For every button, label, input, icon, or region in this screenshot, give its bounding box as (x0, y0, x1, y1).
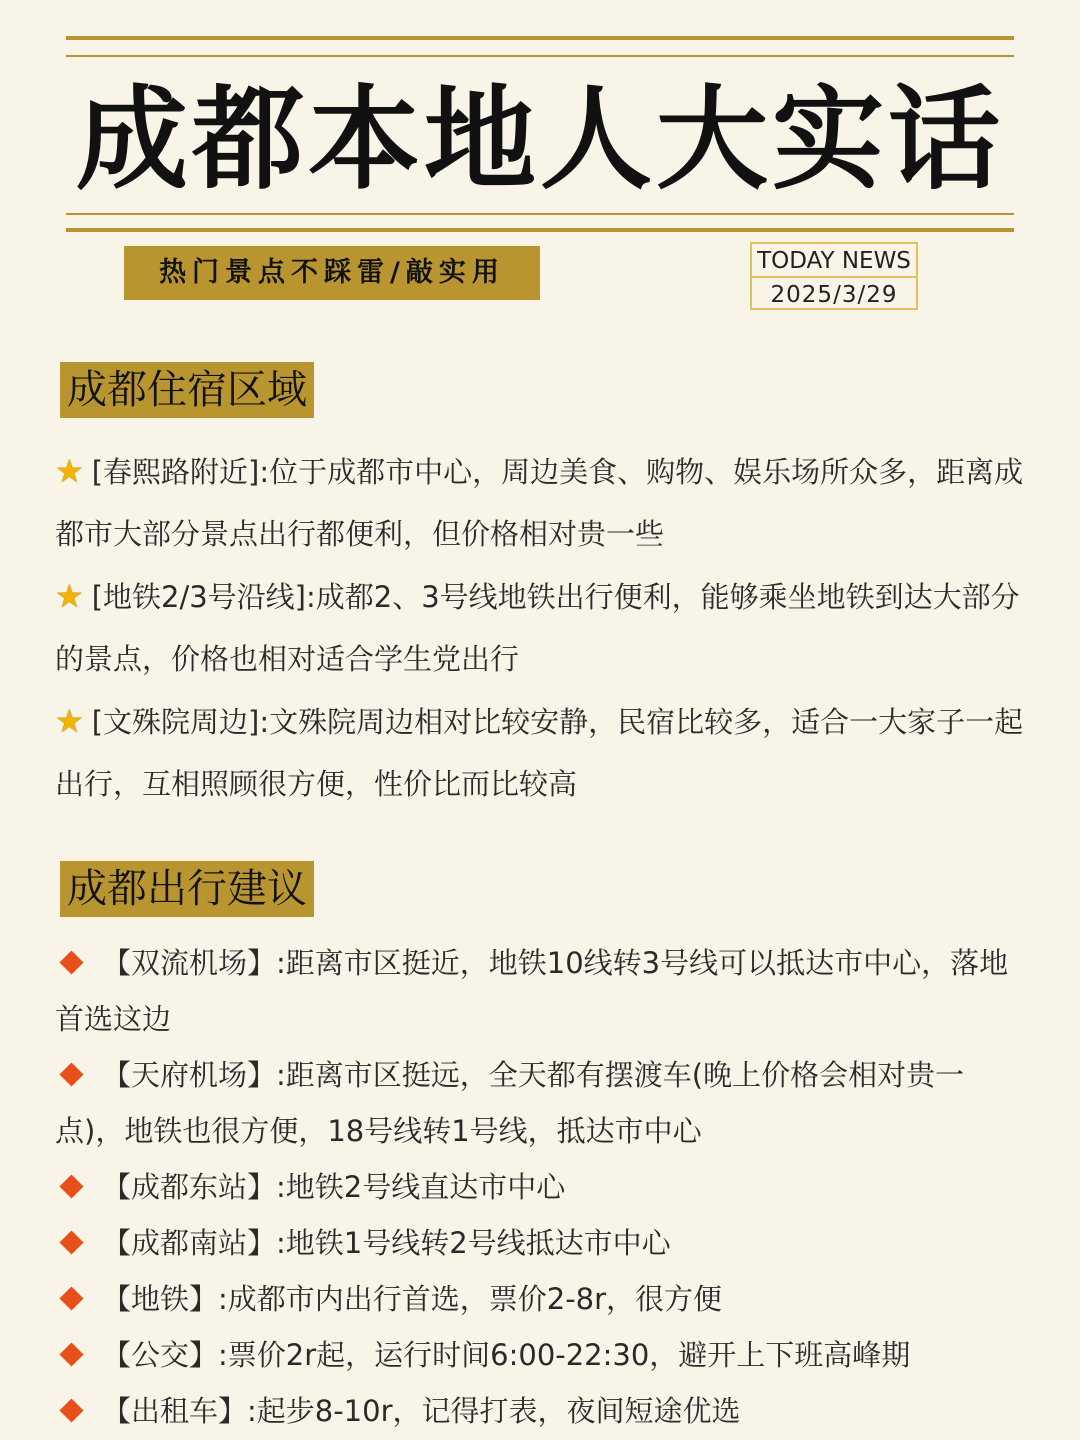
list-item (55, 440, 1025, 565)
list-item (55, 1047, 1025, 1159)
diamond-icon (59, 950, 83, 974)
accommodation-list (55, 440, 1025, 815)
item-text: [文殊院周边]:文殊院周边相对比较安静，民宿比较多，适合一大家子一起出行，互相照顾很方便，性价比而比较高 (55, 705, 1024, 801)
list-item (55, 1159, 1025, 1215)
item-text: 【公交】:票价2r起，运行时间6:00-22:30，避开上下班高峰期 (102, 1338, 911, 1372)
bottom-rule-thick (66, 228, 1014, 232)
item-text: 【成都东站】:地铁2号线直达市中心 (102, 1170, 566, 1204)
item-text: 【出租车】:起步8-10r，记得打表，夜间短途优选 (102, 1394, 741, 1428)
subtitle-banner: 热门景点不踩雷/敲实用 (124, 246, 540, 300)
diamond-icon (59, 1342, 83, 1366)
diamond-icon (59, 1230, 83, 1254)
page-title: 成都本地人大实话 (76, 75, 1004, 205)
today-news-label: TODAY NEWS (757, 248, 911, 274)
diamond-icon (59, 1286, 83, 1310)
item-text: 【天府机场】:距离市区挺远，全天都有摆渡车(晚上价格会相对贵一点)，地铁也很方便，18号线转1号线，抵达市中心 (55, 1058, 965, 1148)
today-news-box (750, 242, 918, 310)
list-item (55, 1383, 1025, 1439)
list-item (55, 935, 1025, 1047)
item-text: 【成都南站】:地铁1号线转2号线抵达市中心 (102, 1226, 671, 1260)
bottom-rule-thin (66, 213, 1014, 215)
diamond-icon (59, 1062, 83, 1086)
item-text: 【双流机场】:距离市区挺近，地铁10线转3号线可以抵达市中心，落地首选这边 (55, 946, 1009, 1036)
list-item (55, 1271, 1025, 1327)
section-title-transport: 成都出行建议 (60, 861, 314, 917)
transport-list (55, 935, 1025, 1439)
list-item (55, 1327, 1025, 1383)
diamond-icon (59, 1398, 83, 1422)
list-item (55, 565, 1025, 690)
top-rule-thin (66, 55, 1014, 57)
top-rule-thick (66, 36, 1014, 40)
section-title-accommodation: 成都住宿区域 (60, 362, 314, 418)
today-news-date: 2025/3/29 (770, 282, 898, 308)
star-icon: ★ (55, 452, 84, 490)
list-item (55, 1215, 1025, 1271)
list-item (55, 690, 1025, 815)
star-icon: ★ (55, 577, 84, 615)
diamond-icon (59, 1174, 83, 1198)
star-icon: ★ (55, 702, 84, 740)
item-text: 【地铁】:成都市内出行首选，票价2-8r，很方便 (102, 1282, 723, 1316)
item-text: [春熙路附近]:位于成都市中心，周边美食、购物、娱乐场所众多，距离成都市大部分景点出行都便利，但价格相对贵一些 (55, 455, 1024, 551)
item-text: [地铁2/3号沿线]:成都2、3号线地铁出行便利，能够乘坐地铁到达大部分的景点，价格也相对适合学生党出行 (55, 580, 1020, 676)
